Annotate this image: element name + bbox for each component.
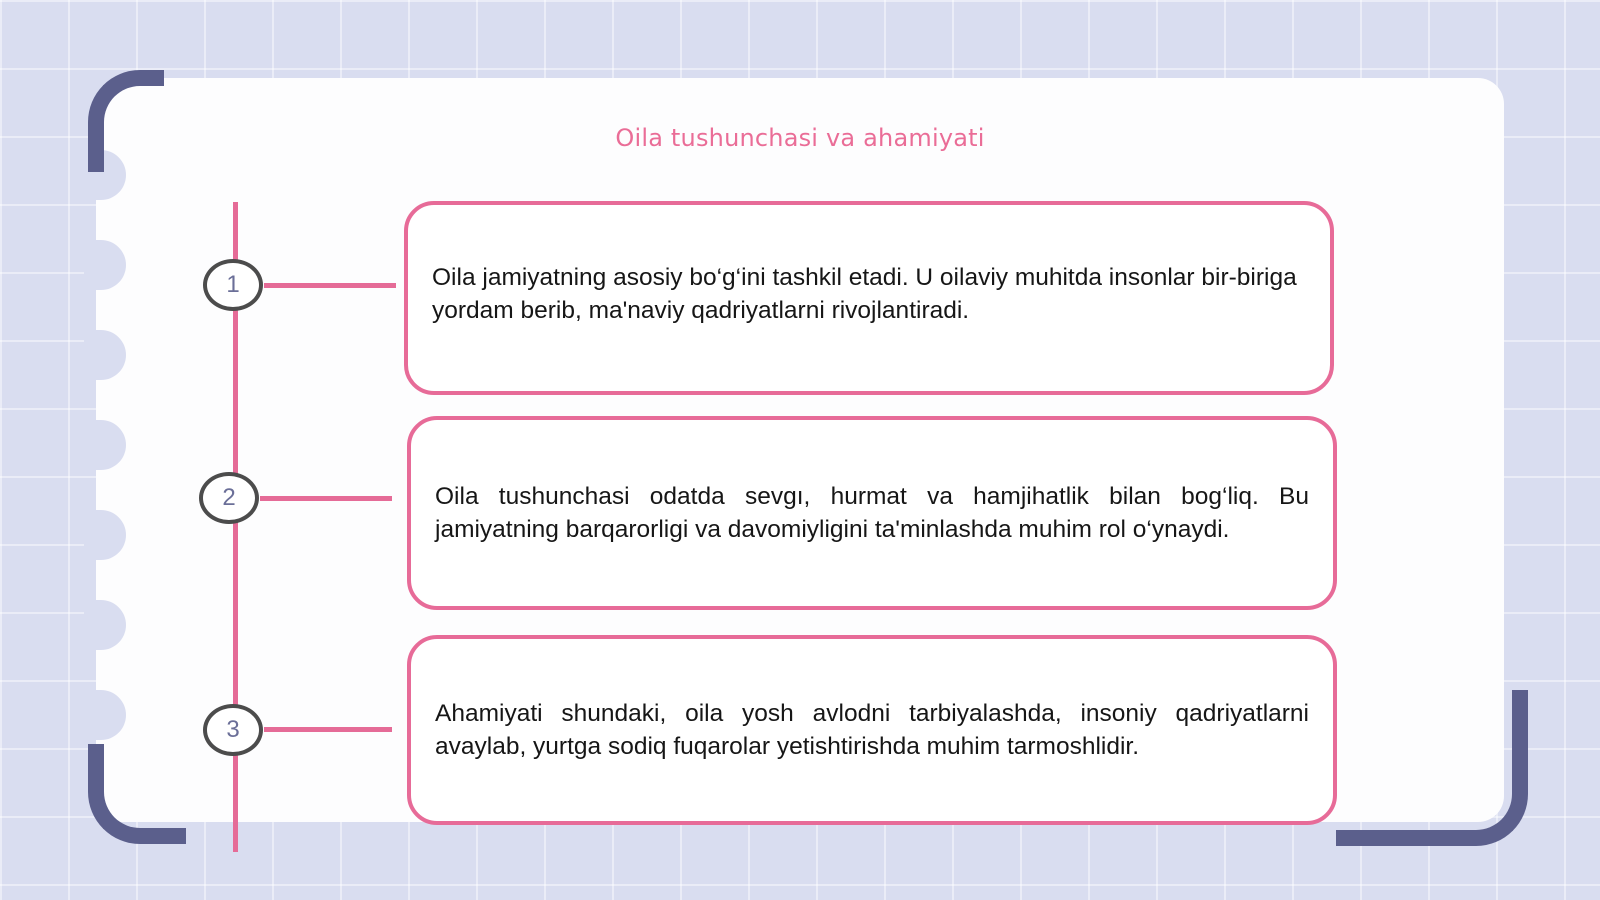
timeline-marker-2: 2 <box>199 472 259 524</box>
timeline-card-3 <box>407 635 1337 825</box>
timeline-marker-1: 1 <box>203 259 263 311</box>
frame-corner-bottom-left <box>88 744 186 844</box>
timeline-card-text: Oila jamiyatning asosiy bo‘g‘ini tashkil etadi. U oilaviy muhitda insonlar bir-biriga yordam berib, ma'naviy qadriyatlarni rivojlantiradi. <box>432 264 1297 324</box>
timeline-marker-3: 3 <box>203 704 263 756</box>
timeline-connector-2 <box>260 496 392 501</box>
timeline-card-text: Ahamiyati shundaki, oila yosh avlodni tarbiyalashda, insoniy qadriyatlarni avaylab, yurtga sodiq fuqarolar yetishtirishda muhim tarmoshlidir. <box>435 700 1309 760</box>
frame-corner-bottom-right <box>1336 690 1528 846</box>
timeline-card-text: Oila tushunchasi odatda sevgı, hurmat va hamjihatlik bilan bog‘liq. Bu jamiyatning barqarorligi va davomiyligini ta'minlashda muhim rol o‘ynaydi. <box>435 483 1309 543</box>
timeline-card-2 <box>407 416 1337 610</box>
timeline-connector-1 <box>264 283 396 288</box>
timeline-connector-3 <box>264 727 392 732</box>
slide-title: Oila tushunchasi va ahamiyati <box>615 124 985 152</box>
timeline-card-1 <box>404 201 1334 395</box>
frame-corner-top-left <box>88 70 164 172</box>
